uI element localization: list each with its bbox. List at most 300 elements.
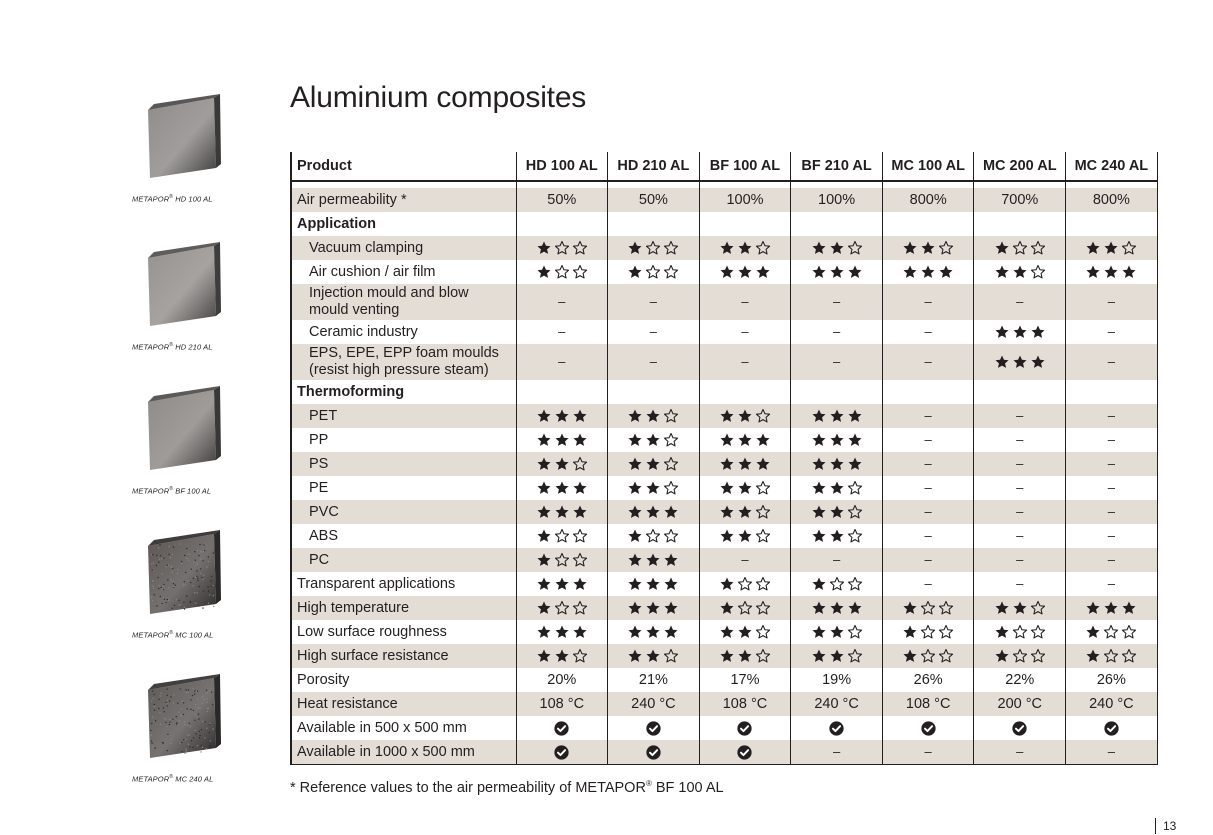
cell-bf-210-al xyxy=(791,428,883,452)
star-filled-icon xyxy=(627,264,643,280)
table-body xyxy=(291,181,1157,765)
header-bf-210-al: BF 210 AL xyxy=(791,152,883,181)
row-label xyxy=(291,452,516,476)
header-product: Product xyxy=(291,152,516,181)
not-applicable-dash: – xyxy=(741,552,749,567)
cell-mc-100-al xyxy=(882,404,974,428)
row-label-text: Air permeability * xyxy=(297,192,407,208)
not-applicable-dash: – xyxy=(1107,456,1115,471)
cell-bf-100-al: 17% xyxy=(699,668,791,692)
cell-hd-100-al xyxy=(516,428,608,452)
star-rating xyxy=(719,408,771,424)
table-row xyxy=(291,716,1157,740)
star-outline-icon xyxy=(554,264,570,280)
cell-mc-200-al: 22% xyxy=(974,668,1066,692)
cell-mc-240-al xyxy=(1066,644,1158,668)
cell-mc-240-al xyxy=(1066,320,1158,344)
star-filled-icon xyxy=(811,528,827,544)
star-outline-icon xyxy=(847,648,863,664)
star-outline-icon xyxy=(755,528,771,544)
row-label xyxy=(291,188,516,212)
cell-hd-100-al xyxy=(516,236,608,260)
cell-hd-210-al xyxy=(608,284,700,320)
star-filled-icon xyxy=(719,456,735,472)
cell-hd-210-al xyxy=(608,644,700,668)
star-filled-icon xyxy=(536,600,552,616)
star-outline-icon xyxy=(663,264,679,280)
not-applicable-dash: – xyxy=(1016,576,1024,591)
product-caption xyxy=(132,630,242,640)
not-applicable-dash: – xyxy=(1107,294,1115,309)
star-filled-icon xyxy=(1085,264,1101,280)
star-rating xyxy=(811,480,863,496)
star-outline-icon xyxy=(920,600,936,616)
cell-mc-240-al xyxy=(1066,344,1158,380)
footnote-tail: BF 100 AL xyxy=(651,779,724,796)
star-outline-icon xyxy=(1121,624,1137,640)
cell-mc-240-al: 240 °C xyxy=(1066,692,1158,716)
caption-reg: ® xyxy=(169,342,174,348)
star-filled-icon xyxy=(737,432,753,448)
cell-hd-210-al xyxy=(608,260,700,284)
star-filled-icon xyxy=(719,240,735,256)
star-outline-icon xyxy=(572,264,588,280)
cell-mc-240-al xyxy=(1066,620,1158,644)
cell-hd-210-al xyxy=(608,620,700,644)
not-applicable-dash: – xyxy=(649,294,657,309)
star-filled-icon xyxy=(663,504,679,520)
cell-bf-210-al xyxy=(791,524,883,548)
cell-bf-100-al xyxy=(699,236,791,260)
star-filled-icon xyxy=(847,432,863,448)
cell-mc-240-al xyxy=(1066,428,1158,452)
star-filled-icon xyxy=(994,600,1010,616)
cell-bf-100-al xyxy=(699,572,791,596)
star-filled-icon xyxy=(994,624,1010,640)
star-filled-icon xyxy=(1121,600,1137,616)
star-outline-icon xyxy=(663,480,679,496)
cell-mc-100-al: 26% xyxy=(882,668,974,692)
table-row xyxy=(291,668,1157,692)
star-outline-icon xyxy=(755,648,771,664)
star-filled-icon xyxy=(645,432,661,448)
gap-cell xyxy=(516,181,608,188)
not-applicable-dash: – xyxy=(924,504,932,519)
page-number: 13 xyxy=(1155,818,1176,834)
star-filled-icon xyxy=(719,504,735,520)
star-filled-icon xyxy=(627,528,643,544)
cell-hd-100-al xyxy=(516,344,608,380)
star-filled-icon xyxy=(536,240,552,256)
row-label xyxy=(291,344,516,380)
cell-hd-100-al xyxy=(516,596,608,620)
caption-brand: METAPOR xyxy=(132,342,170,352)
caption-brand: METAPOR xyxy=(132,774,170,784)
cell-hd-210-al xyxy=(608,740,700,765)
star-filled-icon xyxy=(737,624,753,640)
star-outline-icon xyxy=(645,240,661,256)
not-applicable-dash: – xyxy=(1107,528,1115,543)
table-row xyxy=(291,644,1157,668)
star-filled-icon xyxy=(627,552,643,568)
not-applicable-dash: – xyxy=(1016,552,1024,567)
cell-mc-100-al: 108 °C xyxy=(882,692,974,716)
not-applicable-dash: – xyxy=(924,552,932,567)
star-filled-icon xyxy=(829,624,845,640)
star-filled-icon xyxy=(663,576,679,592)
header-gap xyxy=(291,181,1157,188)
cell-bf-210-al xyxy=(791,572,883,596)
row-label xyxy=(291,740,516,765)
star-outline-icon xyxy=(1030,240,1046,256)
star-filled-icon xyxy=(755,456,771,472)
star-rating xyxy=(811,432,863,448)
star-filled-icon xyxy=(645,648,661,664)
star-rating xyxy=(627,432,679,448)
star-rating xyxy=(536,432,588,448)
star-filled-icon xyxy=(645,600,661,616)
row-label-text: EPS, EPE, EPP foam moulds xyxy=(309,345,499,361)
cell-hd-100-al xyxy=(516,284,608,320)
row-label-text: mould venting xyxy=(309,302,400,318)
star-filled-icon xyxy=(627,408,643,424)
cell-mc-240-al xyxy=(1066,236,1158,260)
star-outline-icon xyxy=(663,408,679,424)
star-outline-icon xyxy=(1121,648,1137,664)
row-label-text: Transparent applications xyxy=(297,576,456,592)
not-applicable-dash: – xyxy=(1107,432,1115,447)
star-outline-icon xyxy=(755,240,771,256)
star-filled-icon xyxy=(554,576,570,592)
star-rating xyxy=(627,240,679,256)
cell-mc-100-al xyxy=(882,716,974,740)
star-filled-icon xyxy=(829,456,845,472)
cell-hd-210-al: 50% xyxy=(608,188,700,212)
star-filled-icon xyxy=(627,240,643,256)
caption-reg: ® xyxy=(169,774,174,780)
product-caption xyxy=(132,342,242,352)
cell-bf-210-al xyxy=(791,476,883,500)
star-rating xyxy=(627,552,679,568)
not-applicable-dash: – xyxy=(832,294,841,309)
star-filled-icon xyxy=(829,504,845,520)
row-label-text: Thermoforming xyxy=(297,384,405,400)
star-filled-icon xyxy=(811,504,827,520)
table-row xyxy=(291,524,1157,548)
star-filled-icon xyxy=(536,432,552,448)
check-icon xyxy=(1012,721,1027,736)
row-label-text: ABS xyxy=(309,528,339,544)
cell-bf-100-al: 108 °C xyxy=(699,692,791,716)
cell-hd-100-al xyxy=(516,260,608,284)
cell-hd-100-al: 20% xyxy=(516,668,608,692)
cell-mc-240-al xyxy=(1066,284,1158,320)
star-filled-icon xyxy=(719,624,735,640)
row-label xyxy=(291,692,516,716)
star-outline-icon xyxy=(938,648,954,664)
cell-bf-210-al xyxy=(791,380,883,404)
cell-mc-100-al xyxy=(882,284,974,320)
cell-bf-100-al xyxy=(699,620,791,644)
product-sample-image xyxy=(146,528,222,614)
row-label xyxy=(291,212,516,236)
star-rating xyxy=(536,408,588,424)
cell-mc-100-al xyxy=(882,236,974,260)
star-outline-icon xyxy=(554,240,570,256)
star-filled-icon xyxy=(627,648,643,664)
cell-hd-100-al xyxy=(516,212,608,236)
cell-hd-100-al xyxy=(516,572,608,596)
check-icon xyxy=(554,721,569,736)
cell-mc-100-al: 800% xyxy=(882,188,974,212)
check-icon xyxy=(646,745,661,760)
cell-mc-240-al xyxy=(1066,260,1158,284)
cell-bf-210-al xyxy=(791,344,883,380)
star-filled-icon xyxy=(645,552,661,568)
cell-bf-100-al xyxy=(699,404,791,428)
star-filled-icon xyxy=(737,504,753,520)
row-label xyxy=(291,380,516,404)
star-filled-icon xyxy=(719,264,735,280)
cell-mc-240-al xyxy=(1066,572,1158,596)
cell-bf-100-al xyxy=(699,596,791,620)
cell-mc-200-al xyxy=(974,236,1066,260)
star-filled-icon xyxy=(902,600,918,616)
cell-bf-210-al xyxy=(791,452,883,476)
cell-mc-200-al xyxy=(974,620,1066,644)
not-applicable-dash: – xyxy=(924,480,932,495)
row-label-text: PC xyxy=(309,552,330,568)
star-filled-icon xyxy=(554,480,570,496)
star-filled-icon xyxy=(663,552,679,568)
row-label-text: Ceramic industry xyxy=(309,324,418,340)
product-sample-image xyxy=(146,240,222,326)
star-filled-icon xyxy=(1085,624,1101,640)
star-rating xyxy=(1085,624,1137,640)
star-outline-icon xyxy=(920,648,936,664)
cell-bf-100-al xyxy=(699,524,791,548)
cell-bf-210-al xyxy=(791,620,883,644)
star-rating xyxy=(811,408,863,424)
star-filled-icon xyxy=(811,408,827,424)
star-outline-icon xyxy=(1103,648,1119,664)
star-rating xyxy=(719,576,771,592)
star-rating xyxy=(994,240,1046,256)
cell-mc-200-al xyxy=(974,524,1066,548)
cell-mc-200-al xyxy=(974,572,1066,596)
not-applicable-dash: – xyxy=(832,354,841,369)
star-filled-icon xyxy=(719,432,735,448)
caption-reg: ® xyxy=(169,630,174,636)
star-outline-icon xyxy=(663,240,679,256)
cell-mc-240-al: 800% xyxy=(1066,188,1158,212)
table-row xyxy=(291,284,1157,320)
table-row xyxy=(291,380,1157,404)
row-label xyxy=(291,500,516,524)
star-filled-icon xyxy=(572,480,588,496)
cell-bf-100-al xyxy=(699,344,791,380)
gap-cell xyxy=(791,181,883,188)
not-applicable-dash: – xyxy=(1107,552,1115,567)
table-row xyxy=(291,452,1157,476)
not-applicable-dash: – xyxy=(1016,408,1024,423)
cell-hd-210-al xyxy=(608,212,700,236)
cell-hd-210-al xyxy=(608,320,700,344)
star-rating xyxy=(811,264,863,280)
star-filled-icon xyxy=(1103,264,1119,280)
check-icon xyxy=(737,721,752,736)
star-filled-icon xyxy=(994,648,1010,664)
cell-hd-100-al: 108 °C xyxy=(516,692,608,716)
star-filled-icon xyxy=(737,528,753,544)
row-label-text: PS xyxy=(309,456,329,472)
cell-bf-210-al: 19% xyxy=(791,668,883,692)
cell-hd-100-al xyxy=(516,476,608,500)
row-label-text: Available in 500 x 500 mm xyxy=(297,720,467,736)
cell-mc-200-al xyxy=(974,740,1066,765)
star-rating xyxy=(627,408,679,424)
not-applicable-dash: – xyxy=(1107,576,1115,591)
star-filled-icon xyxy=(554,648,570,664)
cell-bf-210-al xyxy=(791,644,883,668)
star-rating xyxy=(902,648,954,664)
star-filled-icon xyxy=(719,648,735,664)
cell-bf-100-al: 100% xyxy=(699,188,791,212)
star-filled-icon xyxy=(536,480,552,496)
row-label xyxy=(291,668,516,692)
star-rating xyxy=(719,504,771,520)
cell-hd-210-al xyxy=(608,716,700,740)
header-mc-100-al: MC 100 AL xyxy=(882,152,974,181)
row-label xyxy=(291,644,516,668)
star-rating xyxy=(1085,240,1137,256)
caption-code: MC 240 AL xyxy=(173,774,214,784)
not-applicable-dash: – xyxy=(1107,480,1115,495)
cell-mc-200-al xyxy=(974,452,1066,476)
star-rating xyxy=(536,600,588,616)
star-filled-icon xyxy=(536,576,552,592)
cell-mc-100-al xyxy=(882,644,974,668)
cell-mc-100-al xyxy=(882,452,974,476)
cell-hd-100-al xyxy=(516,644,608,668)
star-filled-icon xyxy=(847,408,863,424)
star-filled-icon xyxy=(737,264,753,280)
gap-cell xyxy=(291,181,516,188)
star-rating xyxy=(536,576,588,592)
star-rating xyxy=(627,480,679,496)
star-rating xyxy=(811,576,863,592)
cell-mc-240-al xyxy=(1066,716,1158,740)
cell-mc-200-al xyxy=(974,344,1066,380)
cell-bf-100-al xyxy=(699,644,791,668)
cell-mc-240-al xyxy=(1066,740,1158,765)
star-filled-icon xyxy=(1012,600,1028,616)
row-label xyxy=(291,476,516,500)
gap-cell xyxy=(699,181,791,188)
check-icon xyxy=(737,745,752,760)
cell-bf-100-al xyxy=(699,212,791,236)
not-applicable-dash: – xyxy=(832,552,841,567)
star-filled-icon xyxy=(572,408,588,424)
star-filled-icon xyxy=(719,408,735,424)
gap-cell xyxy=(974,181,1066,188)
caption-code: HD 100 AL xyxy=(173,194,213,204)
cell-mc-100-al xyxy=(882,428,974,452)
cell-bf-100-al xyxy=(699,452,791,476)
cell-bf-210-al xyxy=(791,596,883,620)
star-outline-icon xyxy=(755,504,771,520)
row-label-text: High temperature xyxy=(297,600,410,616)
cell-mc-200-al xyxy=(974,404,1066,428)
star-filled-icon xyxy=(645,624,661,640)
star-filled-icon xyxy=(536,552,552,568)
cell-mc-200-al xyxy=(974,596,1066,620)
cell-mc-200-al: 200 °C xyxy=(974,692,1066,716)
cell-mc-200-al xyxy=(974,380,1066,404)
cell-mc-240-al xyxy=(1066,524,1158,548)
cell-mc-100-al xyxy=(882,344,974,380)
star-rating xyxy=(719,240,771,256)
cell-bf-100-al xyxy=(699,284,791,320)
not-applicable-dash: – xyxy=(924,432,932,447)
star-rating xyxy=(536,240,588,256)
not-applicable-dash: – xyxy=(924,576,932,591)
star-outline-icon xyxy=(1103,624,1119,640)
star-filled-icon xyxy=(902,264,918,280)
star-rating xyxy=(536,624,588,640)
row-label-text: Injection mould and blow xyxy=(309,285,469,301)
star-filled-icon xyxy=(1085,240,1101,256)
star-filled-icon xyxy=(1103,600,1119,616)
star-filled-icon xyxy=(627,576,643,592)
star-rating xyxy=(902,600,954,616)
star-filled-icon xyxy=(663,600,679,616)
star-rating xyxy=(536,504,588,520)
cell-mc-240-al: 26% xyxy=(1066,668,1158,692)
table-row xyxy=(291,596,1157,620)
star-filled-icon xyxy=(536,528,552,544)
product-sample-image xyxy=(146,384,222,470)
not-applicable-dash: – xyxy=(1107,324,1115,339)
star-filled-icon xyxy=(645,576,661,592)
cell-bf-210-al xyxy=(791,716,883,740)
star-outline-icon xyxy=(847,576,863,592)
row-label-text: Available in 1000 x 500 mm xyxy=(297,744,475,760)
star-filled-icon xyxy=(1085,648,1101,664)
not-available-dash: – xyxy=(1016,744,1024,759)
not-applicable-dash: – xyxy=(1016,432,1024,447)
header-hd-210-al: HD 210 AL xyxy=(608,152,700,181)
table-row xyxy=(291,740,1157,765)
cell-mc-240-al xyxy=(1066,380,1158,404)
cell-hd-210-al xyxy=(608,500,700,524)
not-available-dash: – xyxy=(832,744,841,759)
not-applicable-dash: – xyxy=(741,354,749,369)
cell-bf-210-al xyxy=(791,236,883,260)
caption-brand: METAPOR xyxy=(132,486,170,496)
cell-bf-210-al xyxy=(791,740,883,765)
not-applicable-dash: – xyxy=(1016,528,1024,543)
table-row xyxy=(291,236,1157,260)
row-label-text: High surface resistance xyxy=(297,648,449,664)
cell-mc-200-al xyxy=(974,260,1066,284)
star-rating xyxy=(536,480,588,496)
star-filled-icon xyxy=(719,600,735,616)
star-filled-icon xyxy=(536,624,552,640)
star-filled-icon xyxy=(719,528,735,544)
star-filled-icon xyxy=(829,264,845,280)
cell-hd-210-al xyxy=(608,596,700,620)
